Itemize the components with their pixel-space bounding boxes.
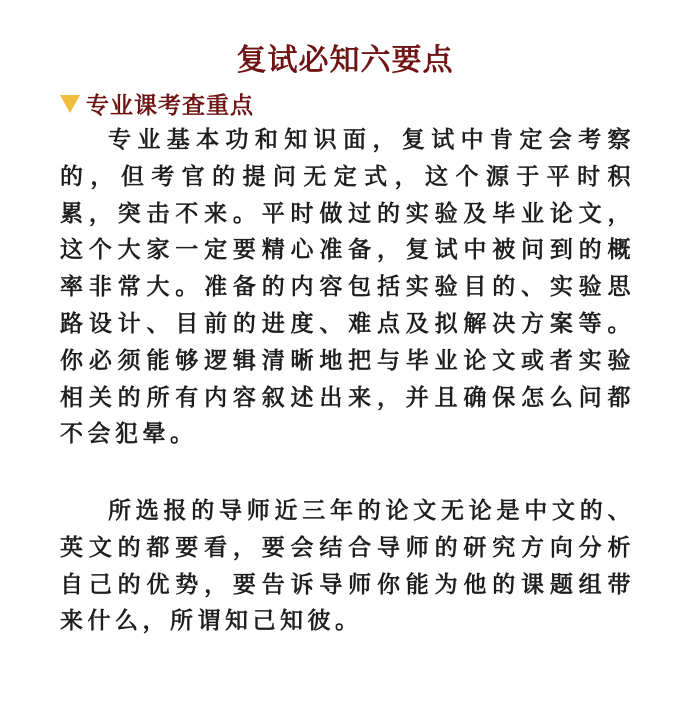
triangle-down-icon [60, 95, 80, 113]
paragraph-2: 所选报的导师近三年的论文无论是中文的、英文的都要看，要会结合导师的研究方向分析自己的优势，要告诉导师你能为他的课题组带来什么，所谓知己知彼。 [60, 498, 635, 635]
page-title: 复试必知六要点 [236, 43, 454, 78]
section-heading-label: 专业课考查重点 [86, 92, 254, 119]
section-heading [60, 86, 254, 120]
paragraph-1: 专业基本功和知识面，复试中肯定会考察的，但考官的提问无定式，这个源于平时积累，突击不来。平时做过的实验及毕业论文，这个大家一定要精心准备，复试中被问到的概率非常大。准备的内容包括实验目的、实验思路设计、目前的进度、难点及拟解决方案等。你必须能够逻辑清晰地把与毕业论文或者实验相关的所有内容叙述出来，并且确保怎么问都不会犯晕。 [60, 127, 635, 448]
